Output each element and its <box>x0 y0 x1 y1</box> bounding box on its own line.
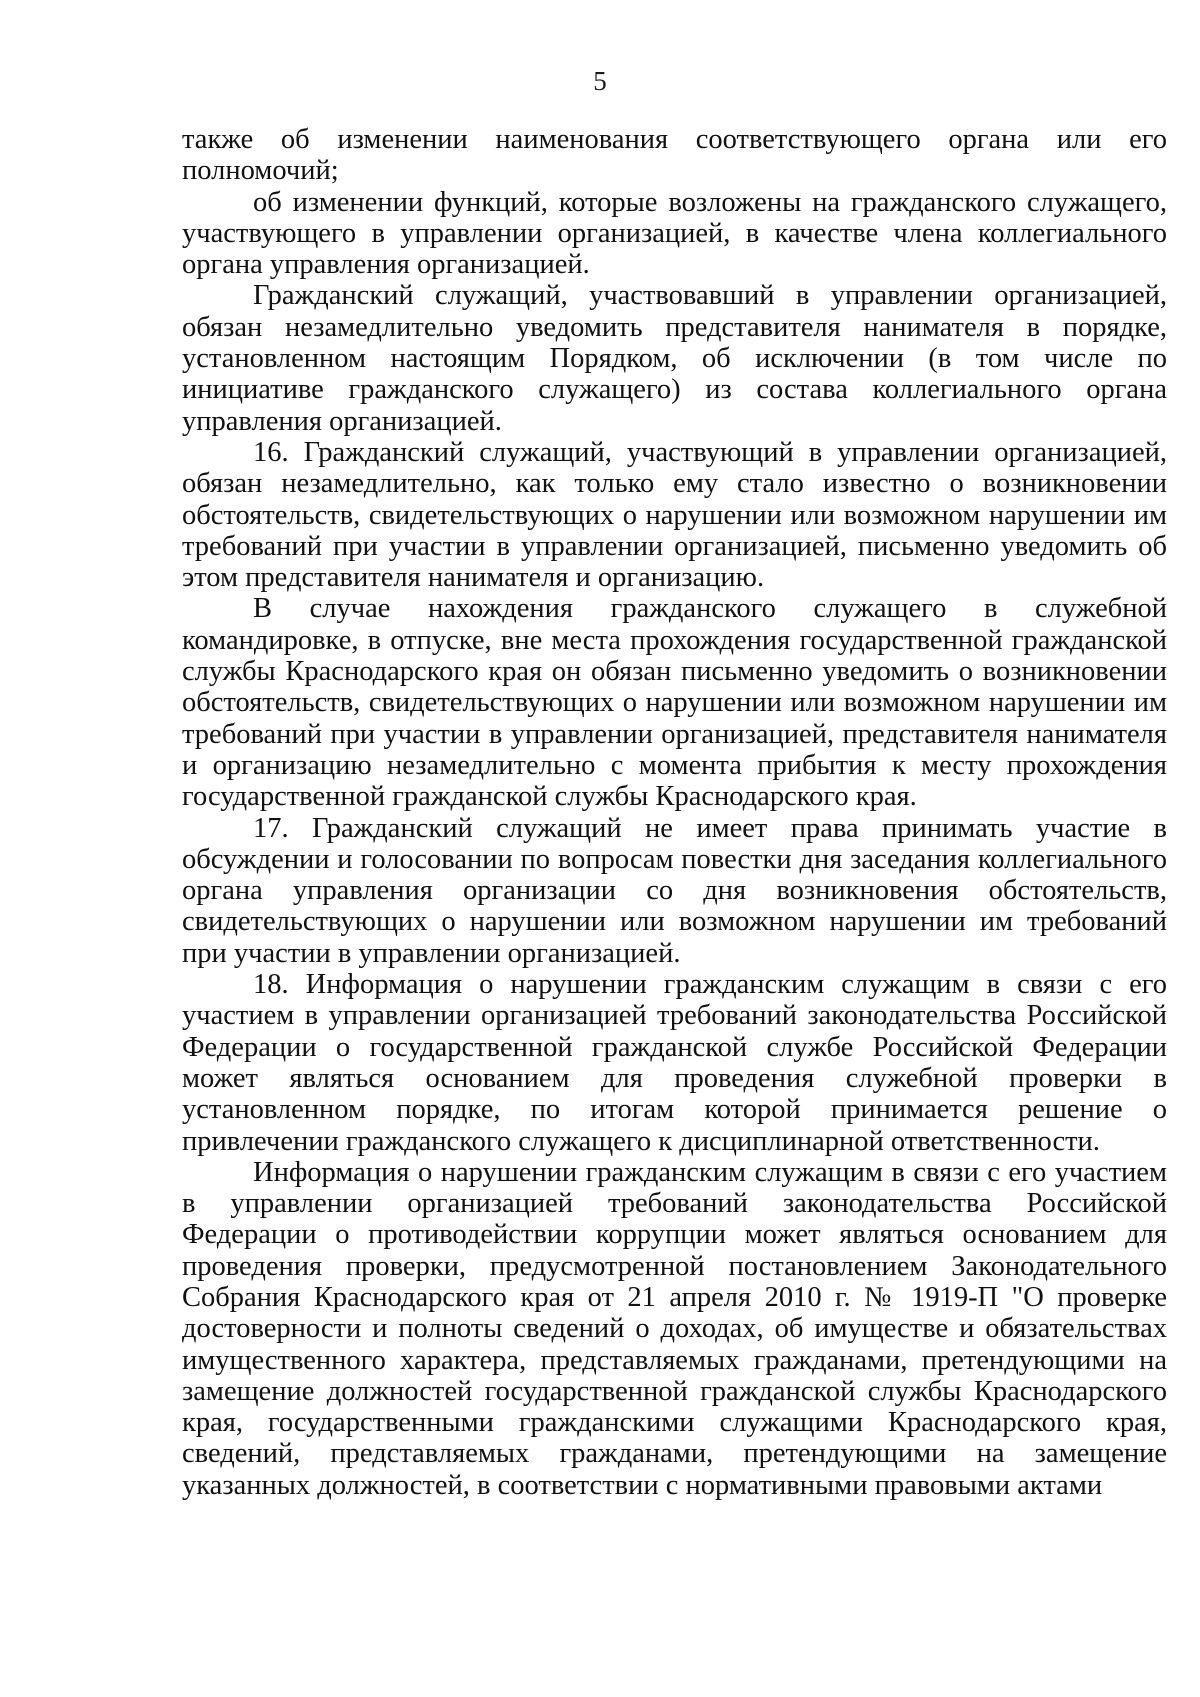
document-body <box>182 124 1167 1501</box>
paragraph-item-17: 17. Гражданский служащий не имеет права принимать участие в обсуждении и голосовании по вопросам повестки дня заседания коллегиального органа управления организации со дня возникновения обстоятельств, свидетельствующих о нарушении или возможном нарушении им требований при участии в управлении организацией. <box>182 812 1167 969</box>
paragraph-business-trip: В случае нахождения гражданского служащего в служебной командировке, в отпуске, вне места прохождения государственной гражданской службы Краснодарского края он обязан письменно уведомить о возникновении обстоятельств, свидетельствующих о нарушении или возможном нарушении им требований при участии в управлении организацией, представителя нанимателя и организацию незамедлительно с момента прибытия к месту прохождения государственной гражданской службы Краснодарского края. <box>182 593 1167 813</box>
paragraph-continuation: также об изменении наименования соответствующего органа или его полномочий; <box>182 124 1167 187</box>
paragraph-item-18: 18. Информация о нарушении гражданским служащим в связи с его участием в управлении организацией требований законодательства Российской Федерации о государственной гражданской службе Российской Федерации может являться основанием для проведения служебной проверки в установленном порядке, по итогам которой принимается решение о привлечении гражданского служащего к дисциплинарной ответственности. <box>182 969 1167 1157</box>
paragraph-functions-change: об изменении функций, которые возложены на гражданского служащего, участвующего в управлении организацией, в качестве члена коллегиального органа управления организацией. <box>182 186 1167 281</box>
paragraph-anticorruption: Информация о нарушении гражданским служащим в связи с его участием в управлении организацией требований законодательства Российской Федерации о противодействии коррупции может являться основанием для проведения проверки, предусмотренной постановлением Законодательного Собрания Краснодарского края от 21 апреля 2010 г. № 1919-П "О проверке достоверности и полноты сведений о доходах, об имуществе и обязательствах имущественного характера, представляемых гражданами, претендующими на замещение должностей государственной гражданской службы Краснодарского края, государственными гражданскими служащими Краснодарского края, сведений, представляемых гражданами, претендующими на замещение указанных должностей, в соответствии с нормативными правовыми актами <box>182 1156 1167 1501</box>
paragraph-exclusion-notice: Гражданский служащий, участвовавший в управлении организацией, обязан незамедлительно уведомить представителя нанимателя в порядке, установленном настоящим Порядком, об исключении (в том числе по инициативе гражданского служащего) из состава коллегиального органа управления организацией. <box>182 280 1167 437</box>
paragraph-item-16: 16. Гражданский служащий, участвующий в управлении организацией, обязан незамедлительно, как только ему стало известно о возникновении обстоятельств, свидетельствующих о нарушении или возможном нарушении им требований при участии в управлении организацией, письменно уведомить об этом представителя нанимателя и организацию. <box>182 436 1167 594</box>
page-number: 5 <box>593 66 607 96</box>
